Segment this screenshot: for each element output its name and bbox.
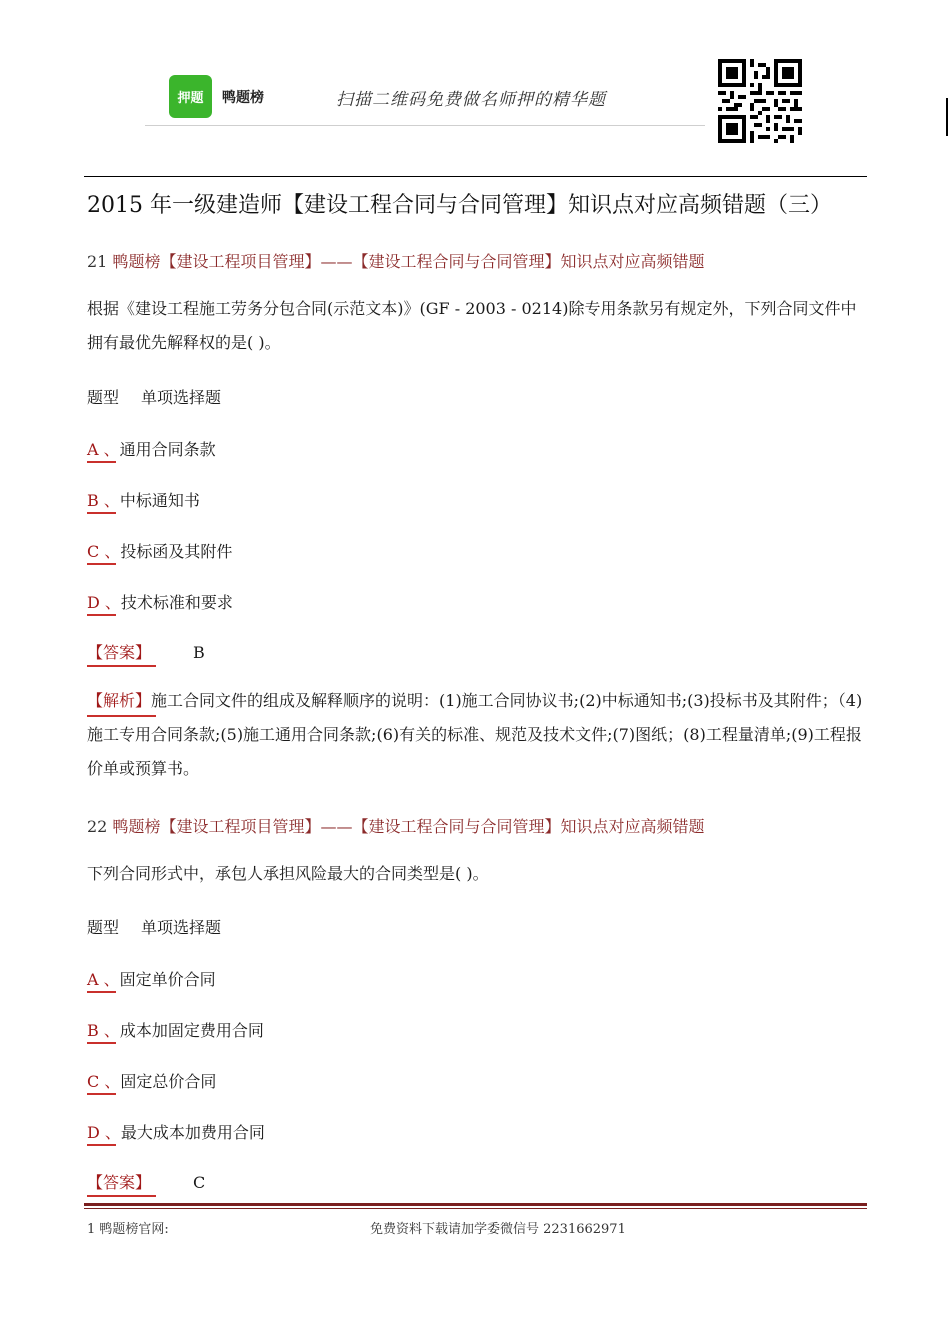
answer-tag: 【答案】 [87, 1173, 152, 1192]
option-text: 最大成本加费用合同 [120, 1123, 265, 1142]
answer-underline [87, 665, 156, 667]
option-b [87, 488, 200, 511]
option-letter: B 、 [87, 491, 120, 510]
page-edge-mark [946, 98, 948, 136]
analysis-text: 施工合同文件的组成及解释顺序的说明：(1)施工合同协议书;(2)中标通知书;(3)投标书及其附件；（4)施工专用合同条款;(5)施工通用合同条款;(6)有关的标准、规范及技术文件;(7)图纸；(8)工程量清单;(9)工程报价单或预算书。 [87, 691, 863, 778]
option-underline [87, 461, 116, 463]
option-letter: A 、 [87, 440, 120, 459]
option-text: 通用合同条款 [119, 440, 216, 459]
option-letter: B 、 [87, 1021, 120, 1040]
option-letter: A 、 [87, 970, 120, 989]
option-c [87, 1069, 216, 1092]
footer-rule-thin [84, 1208, 867, 1209]
header-slogan: 扫描二维码免费做名师押的精华题 [336, 90, 606, 110]
question-heading-text: 鸭题榜【建设工程项目管理】——【建设工程合同与合同管理】知识点对应高频错题 [112, 252, 705, 271]
option-underline [87, 1093, 116, 1095]
option-underline [87, 512, 116, 514]
option-text: 固定总价合同 [120, 1072, 217, 1091]
option-text: 中标通知书 [119, 491, 200, 510]
option-c [87, 539, 232, 562]
option-underline [87, 563, 116, 565]
footer-site-label: 1 鸭题榜官网: [87, 1222, 169, 1237]
brand-logo [169, 75, 212, 118]
question-number: 21 [87, 252, 108, 271]
option-d [87, 590, 233, 613]
analysis-tag: 【解析】 [87, 691, 152, 710]
question-stem: 根据《建设工程施工劳务分包合同(示范文本)》(GF - 2003 - 0214)除专用条款另有规定外，下列合同文件中拥有最优先解释权的是( )。 [87, 299, 857, 352]
analysis [87, 684, 867, 786]
question-type-value: 单项选择题 [141, 388, 222, 407]
option-text: 技术标准和要求 [120, 593, 233, 612]
brand-name: 鸭题榜 [222, 90, 264, 106]
option-underline [87, 1042, 116, 1044]
option-a [87, 437, 216, 460]
option-text: 成本加固定费用合同 [119, 1021, 264, 1040]
question-stem: 下列合同形式中，承包人承担风险最大的合同类型是( )。 [87, 864, 489, 883]
answer-value: C [193, 1173, 206, 1192]
answer-tag: 【答案】 [87, 643, 152, 662]
question-heading [87, 249, 704, 272]
header-divider [145, 125, 705, 126]
question-type-value: 单项选择题 [141, 918, 222, 937]
logo-text: 押题 [177, 91, 204, 106]
option-a [87, 967, 216, 990]
footer-wechat-note: 免费资料下载请加学委微信号 2231662971 [370, 1222, 626, 1237]
question-type [87, 385, 221, 408]
question-type-label: 题型 [87, 388, 120, 407]
question-heading [87, 814, 704, 837]
answer-row [87, 640, 205, 663]
question-number: 22 [87, 817, 108, 836]
title-rule [84, 176, 867, 177]
footer-rule [84, 1203, 867, 1206]
page-title: 2015 年一级建造师【建设工程合同与合同管理】知识点对应高频错题（三） [87, 193, 832, 218]
option-text: 投标函及其附件 [120, 542, 233, 561]
question-type-label: 题型 [87, 918, 120, 937]
option-letter: D 、 [87, 1123, 121, 1142]
option-b [87, 1018, 264, 1041]
option-letter: D 、 [87, 593, 121, 612]
option-letter: C 、 [87, 542, 121, 561]
option-underline [87, 614, 116, 616]
answer-underline [87, 1195, 156, 1197]
answer-value: B [193, 643, 205, 662]
option-underline [87, 1144, 116, 1146]
option-d [87, 1120, 265, 1143]
option-text: 固定单价合同 [119, 970, 216, 989]
question-heading-text: 鸭题榜【建设工程项目管理】——【建设工程合同与合同管理】知识点对应高频错题 [112, 817, 705, 836]
analysis-underline [87, 715, 156, 717]
option-underline [87, 991, 116, 993]
option-letter: C 、 [87, 1072, 121, 1091]
answer-row [87, 1170, 205, 1193]
question-type [87, 915, 221, 938]
qr-code-icon [718, 59, 802, 143]
